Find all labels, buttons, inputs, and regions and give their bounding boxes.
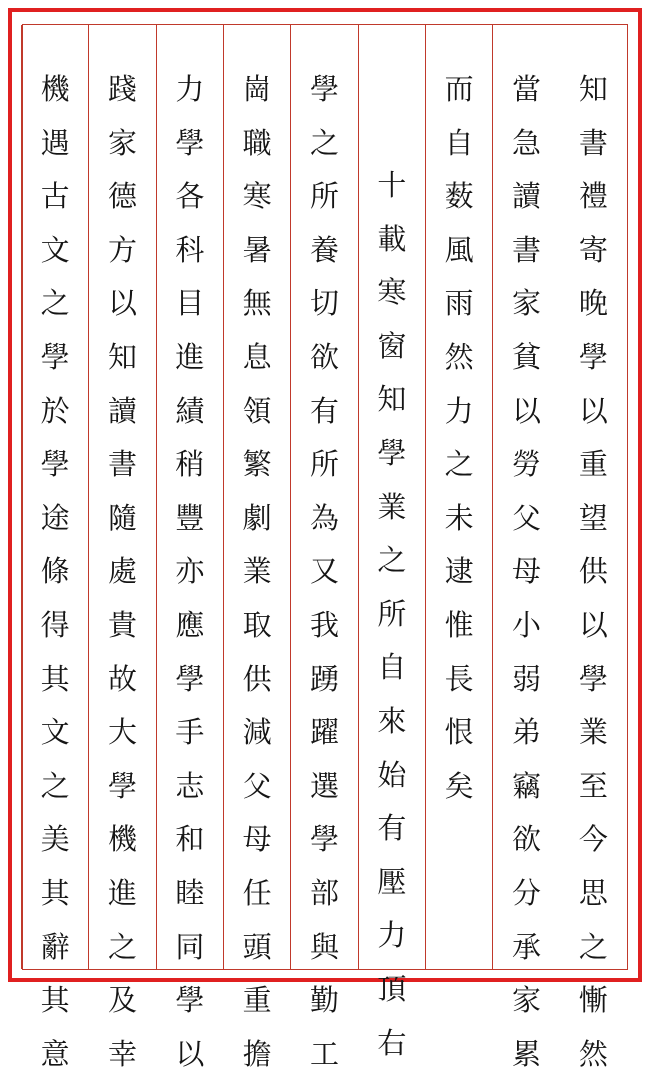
glyph: 崗: [242, 72, 272, 106]
glyph: 有: [377, 811, 407, 846]
glyph: 學: [40, 447, 70, 482]
glyph: 慚: [578, 983, 608, 1018]
glyph: 以: [107, 286, 137, 321]
glyph: 而: [444, 72, 474, 106]
glyph: 其: [40, 875, 70, 910]
manuscript-grid: [22, 24, 628, 1071]
glyph: 思: [578, 875, 608, 910]
glyph: 讀: [511, 179, 541, 214]
glyph: 今: [578, 822, 608, 857]
glyph: 讀: [107, 393, 137, 428]
glyph: 貧: [511, 339, 541, 374]
glyph: 右: [377, 1025, 407, 1060]
glyph: 書: [107, 447, 137, 482]
glyph: 母: [242, 822, 272, 857]
glyph: 踐: [107, 72, 137, 106]
glyph: 志: [175, 768, 205, 803]
glyph: 切: [309, 286, 339, 321]
glyph: 欲: [309, 339, 339, 374]
page-outer-border: [8, 8, 642, 1071]
glyph: 父: [242, 768, 272, 803]
glyph: 無: [242, 286, 272, 321]
glyph: 辭: [40, 929, 70, 964]
glyph: 急: [511, 125, 541, 160]
glyph: 躍: [309, 715, 339, 750]
glyph: 勤: [309, 983, 339, 1018]
glyph: 雨: [444, 286, 474, 321]
glyph: 然: [444, 339, 474, 374]
text-column-5: [290, 25, 357, 1071]
glyph: 家: [511, 983, 541, 1018]
glyph: 減: [242, 715, 272, 750]
glyph: 學: [175, 661, 205, 696]
glyph: 自: [444, 125, 474, 160]
glyph: 分: [511, 875, 541, 910]
glyph: 知: [107, 339, 137, 374]
glyph: 書: [511, 232, 541, 267]
glyph: 處: [107, 554, 137, 589]
column-glyphs: [22, 69, 88, 1087]
glyph: 惟: [444, 607, 474, 642]
glyph: 踴: [309, 661, 339, 696]
glyph: 科: [175, 232, 205, 267]
glyph: 未: [444, 500, 474, 535]
glyph: 與: [309, 929, 339, 964]
glyph: 選: [309, 768, 339, 803]
glyph: 供: [578, 554, 608, 589]
glyph: 幸: [107, 1036, 137, 1071]
glyph: 所: [309, 179, 339, 214]
text-column-9: [21, 25, 88, 1071]
glyph: 力: [444, 393, 474, 428]
glyph: 載: [377, 221, 407, 256]
glyph: 力: [377, 918, 407, 953]
glyph: 遇: [40, 125, 70, 160]
glyph: 學: [578, 661, 608, 696]
text-column-6: [223, 25, 290, 1071]
glyph: 意: [40, 1036, 70, 1071]
glyph: 寒: [242, 179, 272, 214]
glyph: 目: [175, 286, 205, 321]
glyph: 弟: [511, 715, 541, 750]
glyph: 知: [578, 72, 608, 106]
glyph: 薮: [444, 179, 474, 214]
column-glyphs: [426, 69, 492, 819]
text-column-7: [156, 25, 223, 1071]
glyph: 和: [175, 822, 205, 857]
glyph: 劇: [242, 500, 272, 535]
text-column-2: [492, 25, 559, 1071]
glyph: 恨: [444, 715, 474, 750]
glyph: 進: [175, 339, 205, 374]
glyph: 大: [107, 715, 137, 750]
glyph: 機: [40, 72, 70, 106]
glyph: 然: [578, 1036, 608, 1071]
glyph: 進: [107, 875, 137, 910]
glyph: 績: [175, 393, 205, 428]
glyph: 擔: [242, 1036, 272, 1071]
glyph: 窗: [377, 328, 407, 363]
glyph: 工: [309, 1036, 339, 1071]
glyph: 學: [175, 125, 205, 160]
glyph: 取: [242, 607, 272, 642]
glyph: 學: [107, 768, 137, 803]
glyph: 學: [175, 983, 205, 1018]
glyph: 任: [242, 875, 272, 910]
glyph: 豐: [175, 500, 205, 535]
glyph: 之: [107, 929, 137, 964]
text-column-3: [425, 25, 492, 969]
column-glyphs: [359, 165, 425, 1076]
glyph: 機: [107, 822, 137, 857]
glyph: 力: [175, 72, 205, 106]
glyph: 所: [377, 596, 407, 631]
glyph: 之: [578, 929, 608, 964]
column-glyphs: [493, 69, 559, 1087]
glyph: 累: [511, 1036, 541, 1071]
glyph: 所: [309, 447, 339, 482]
glyph: 至: [578, 768, 608, 803]
glyph: 頭: [242, 929, 272, 964]
glyph: 業: [578, 715, 608, 750]
glyph: 隨: [107, 500, 137, 535]
glyph: 十: [377, 168, 407, 202]
glyph: 繁: [242, 447, 272, 482]
column-glyphs: [89, 69, 155, 1087]
glyph: 重: [578, 447, 608, 482]
glyph: 家: [107, 125, 137, 160]
glyph: 風: [444, 232, 474, 267]
glyph: 始: [377, 757, 407, 792]
glyph: 承: [511, 929, 541, 964]
glyph: 領: [242, 393, 272, 428]
text-column-8: [88, 25, 155, 1071]
glyph: 各: [175, 179, 205, 214]
glyph: 知: [377, 382, 407, 417]
glyph: 業: [377, 489, 407, 524]
glyph: 方: [107, 232, 137, 267]
glyph: 之: [40, 768, 70, 803]
glyph: 望: [578, 500, 608, 535]
glyph: 來: [377, 703, 407, 738]
glyph: 古: [40, 179, 70, 214]
glyph: 為: [309, 500, 339, 535]
glyph: 竊: [511, 768, 541, 803]
glyph: 寒: [377, 275, 407, 310]
glyph: 職: [242, 125, 272, 160]
glyph: 我: [309, 607, 339, 642]
glyph: 手: [175, 715, 205, 750]
glyph: 重: [242, 983, 272, 1018]
glyph: 德: [107, 179, 137, 214]
glyph: 業: [242, 554, 272, 589]
glyph: 之: [40, 286, 70, 321]
glyph: 學: [40, 339, 70, 374]
glyph: 之: [377, 543, 407, 578]
column-glyphs: [291, 69, 357, 1087]
column-glyphs: [157, 69, 223, 1087]
glyph: 父: [511, 500, 541, 535]
glyph: 條: [40, 554, 70, 589]
glyph: 學: [578, 339, 608, 374]
glyph: 文: [40, 232, 70, 267]
column-glyphs: [224, 69, 290, 1087]
glyph: 其: [40, 661, 70, 696]
glyph: 當: [511, 72, 541, 106]
glyph: 供: [242, 661, 272, 696]
glyph: 之: [309, 125, 339, 160]
glyph: 息: [242, 339, 272, 374]
glyph: 稍: [175, 447, 205, 482]
glyph: 美: [40, 822, 70, 857]
glyph: 自: [377, 650, 407, 685]
glyph: 同: [175, 929, 205, 964]
glyph: 欲: [511, 822, 541, 857]
glyph: 寄: [578, 232, 608, 267]
glyph: 母: [511, 554, 541, 589]
glyph: 禮: [578, 179, 608, 214]
glyph: 貴: [107, 607, 137, 642]
glyph: 學: [377, 435, 407, 470]
glyph: 部: [309, 875, 339, 910]
text-column-1: [560, 25, 627, 1071]
glyph: 暑: [242, 232, 272, 267]
glyph: 逮: [444, 554, 474, 589]
glyph: 得: [40, 607, 70, 642]
glyph: 文: [40, 715, 70, 750]
glyph: 有: [309, 393, 339, 428]
glyph: 家: [511, 286, 541, 321]
glyph: 勞: [511, 447, 541, 482]
glyph: 以: [511, 393, 541, 428]
glyph: 養: [309, 232, 339, 267]
glyph: 其: [40, 983, 70, 1018]
glyph: 頂: [377, 971, 407, 1006]
glyph: 以: [578, 393, 608, 428]
column-glyphs: [560, 69, 627, 1087]
glyph: 以: [175, 1036, 205, 1071]
glyph: 學: [309, 72, 339, 106]
glyph: 小: [511, 607, 541, 642]
glyph: 學: [309, 822, 339, 857]
glyph: 應: [175, 607, 205, 642]
glyph: 又: [309, 554, 339, 589]
glyph: 壓: [377, 864, 407, 899]
glyph: 之: [444, 447, 474, 482]
text-column-4: [358, 25, 425, 1060]
glyph: 途: [40, 500, 70, 535]
glyph: 矣: [444, 768, 474, 803]
glyph: 晚: [578, 286, 608, 321]
glyph: 及: [107, 983, 137, 1018]
glyph: 書: [578, 125, 608, 160]
glyph: 以: [578, 607, 608, 642]
glyph: 亦: [175, 554, 205, 589]
glyph: 於: [40, 393, 70, 428]
glyph: 故: [107, 661, 137, 696]
glyph: 弱: [511, 661, 541, 696]
glyph: 睦: [175, 875, 205, 910]
glyph: 長: [444, 661, 474, 696]
